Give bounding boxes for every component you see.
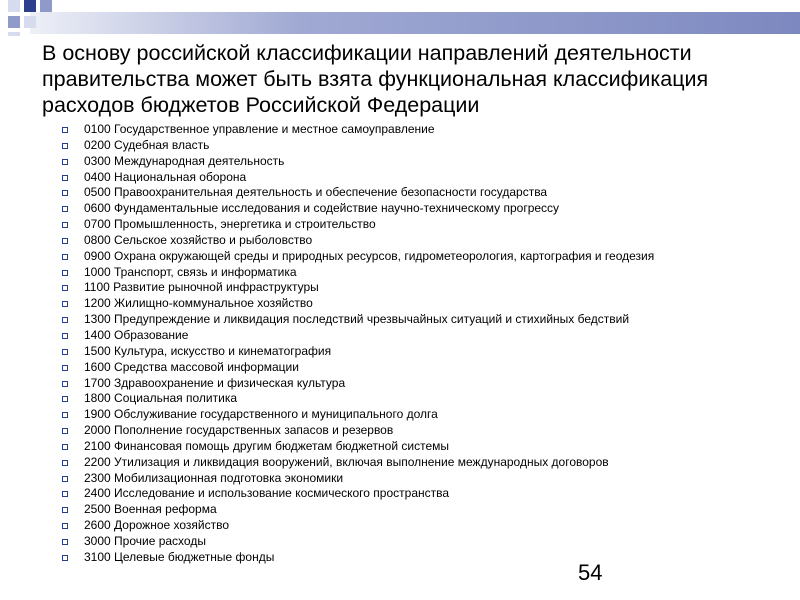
list-item (62, 328, 654, 344)
square-bullet-icon (62, 555, 68, 561)
list-item-text: 2000 Пополнение государственных запасов и резервов (84, 423, 394, 438)
square-bullet-icon (62, 206, 68, 212)
square-bullet-icon (62, 175, 68, 181)
list-item-text: 1100 Развитие рыночной инфраструктуры (84, 280, 319, 295)
list-item-text: 0300 Международная деятельность (84, 153, 285, 168)
square-bullet-icon (62, 365, 68, 371)
decor-square (8, 32, 20, 36)
decor-square (8, 16, 20, 28)
square-bullet-icon (62, 159, 68, 165)
slide-title: В основу российской классификации направлений деятельности правительства может быть взята функциональная классификация расходов бюджетов Российской Федерации (42, 41, 709, 117)
list-item-text: 1200 Жилищно-коммунальное хозяйство (84, 296, 313, 311)
list-item (62, 518, 654, 534)
list-item-text: 2500 Военная реформа (84, 502, 217, 517)
square-bullet-icon (62, 428, 68, 434)
list-item (62, 217, 654, 233)
square-bullet-icon (62, 507, 68, 513)
square-bullet-icon (62, 301, 68, 307)
list-item (62, 249, 654, 265)
square-bullet-icon (62, 444, 68, 450)
list-item (62, 280, 654, 296)
square-bullet-icon (62, 190, 68, 196)
decor-square (24, 16, 36, 28)
list-item-text: 0600 Фундаментальные исследования и содействие научно-техническому прогрессу (84, 201, 560, 216)
list-item-text: 2200 Утилизация и ликвидация вооружений, включая выполнение международных договоров (84, 454, 609, 469)
list-item-text: 0200 Судебная власть (84, 137, 210, 152)
list-item-text: 0400 Национальная оборона (84, 169, 247, 184)
square-bullet-icon (62, 127, 68, 133)
list-item-text: 0800 Сельское хозяйство и рыболовство (84, 232, 313, 247)
list-item-text: 2100 Финансовая помощь другим бюджетам бюджетной системы (84, 438, 449, 453)
list-item (62, 502, 654, 518)
square-bullet-icon (62, 238, 68, 244)
list-item (62, 312, 654, 328)
square-bullet-icon (62, 254, 68, 260)
header-band-graphic (0, 0, 800, 36)
list-item (62, 550, 654, 566)
square-bullet-icon (62, 381, 68, 387)
square-bullet-icon (62, 333, 68, 339)
list-item (62, 122, 654, 138)
header-band (0, 0, 800, 36)
square-bullet-icon (62, 460, 68, 466)
list-item-text: 1600 Средства массовой информации (84, 359, 299, 374)
list-item (62, 376, 654, 392)
square-bullet-icon (62, 143, 68, 149)
list-item (62, 471, 654, 487)
decor-square (8, 0, 20, 12)
list-item (62, 439, 654, 455)
list-item-text: 1800 Социальная политика (84, 391, 238, 406)
page-number: 54 (578, 560, 603, 585)
square-bullet-icon (62, 523, 68, 529)
list-item-text: 1000 Транспорт, связь и информатика (84, 264, 297, 279)
list-item (62, 170, 654, 186)
list-item-text: 0900 Охрана окружающей среды и природных ресурсов, гидрометеорология, картография и геодезия (84, 248, 655, 263)
list-item (62, 391, 654, 407)
list-item (62, 407, 654, 423)
list-item-text: 2400 Исследование и использование космического пространства (84, 486, 450, 501)
list-item-text: 2600 Дорожное хозяйство (84, 518, 230, 533)
decor-square (24, 0, 36, 12)
list-item (62, 154, 654, 170)
square-bullet-icon (62, 222, 68, 228)
header-gradient-bar (30, 12, 800, 34)
list-item (62, 296, 654, 312)
list-item (62, 233, 654, 249)
square-bullet-icon (62, 491, 68, 497)
list-item (62, 534, 654, 550)
list-item (62, 265, 654, 281)
list-item-text: 1700 Здравоохранение и физическая культура (84, 375, 346, 390)
list-item-text: 0500 Правоохранительная деятельность и обеспечение безопасности государства (84, 185, 548, 200)
list-item-text: 0100 Государственное управление и местное самоуправление (84, 122, 435, 136)
list-item-text: 1500 Культура, искусство и кинематография (84, 343, 332, 358)
list-item-text: 1300 Предупреждение и ликвидация последствий чрезвычайных ситуаций и стихийных бедствий (84, 312, 630, 327)
list-item-text: 0700 Промышленность, энергетика и строительство (84, 217, 376, 232)
list-item (62, 455, 654, 471)
list-item (62, 486, 654, 502)
square-bullet-icon (62, 539, 68, 545)
list-item-text: 1400 Образование (84, 327, 189, 342)
list-item (62, 138, 654, 154)
list-item (62, 344, 654, 360)
square-bullet-icon (62, 270, 68, 276)
list-item (62, 423, 654, 439)
square-bullet-icon (62, 285, 68, 291)
classification-list (62, 122, 654, 566)
list-item (62, 185, 654, 201)
square-bullet-icon (62, 349, 68, 355)
square-bullet-icon (62, 317, 68, 323)
list-item-text: 3000 Прочие расходы (84, 533, 206, 548)
list-item-text: 1900 Обслуживание государственного и муниципального долга (84, 407, 438, 422)
square-bullet-icon (62, 412, 68, 418)
list-item-text: 3100 Целевые бюджетные фонды (84, 549, 275, 564)
square-bullet-icon (62, 476, 68, 482)
list-item-text: 2300 Мобилизационная подготовка экономики (84, 470, 344, 485)
decor-square (40, 0, 52, 12)
list-item (62, 360, 654, 376)
square-bullet-icon (62, 396, 68, 402)
list-item (62, 201, 654, 217)
